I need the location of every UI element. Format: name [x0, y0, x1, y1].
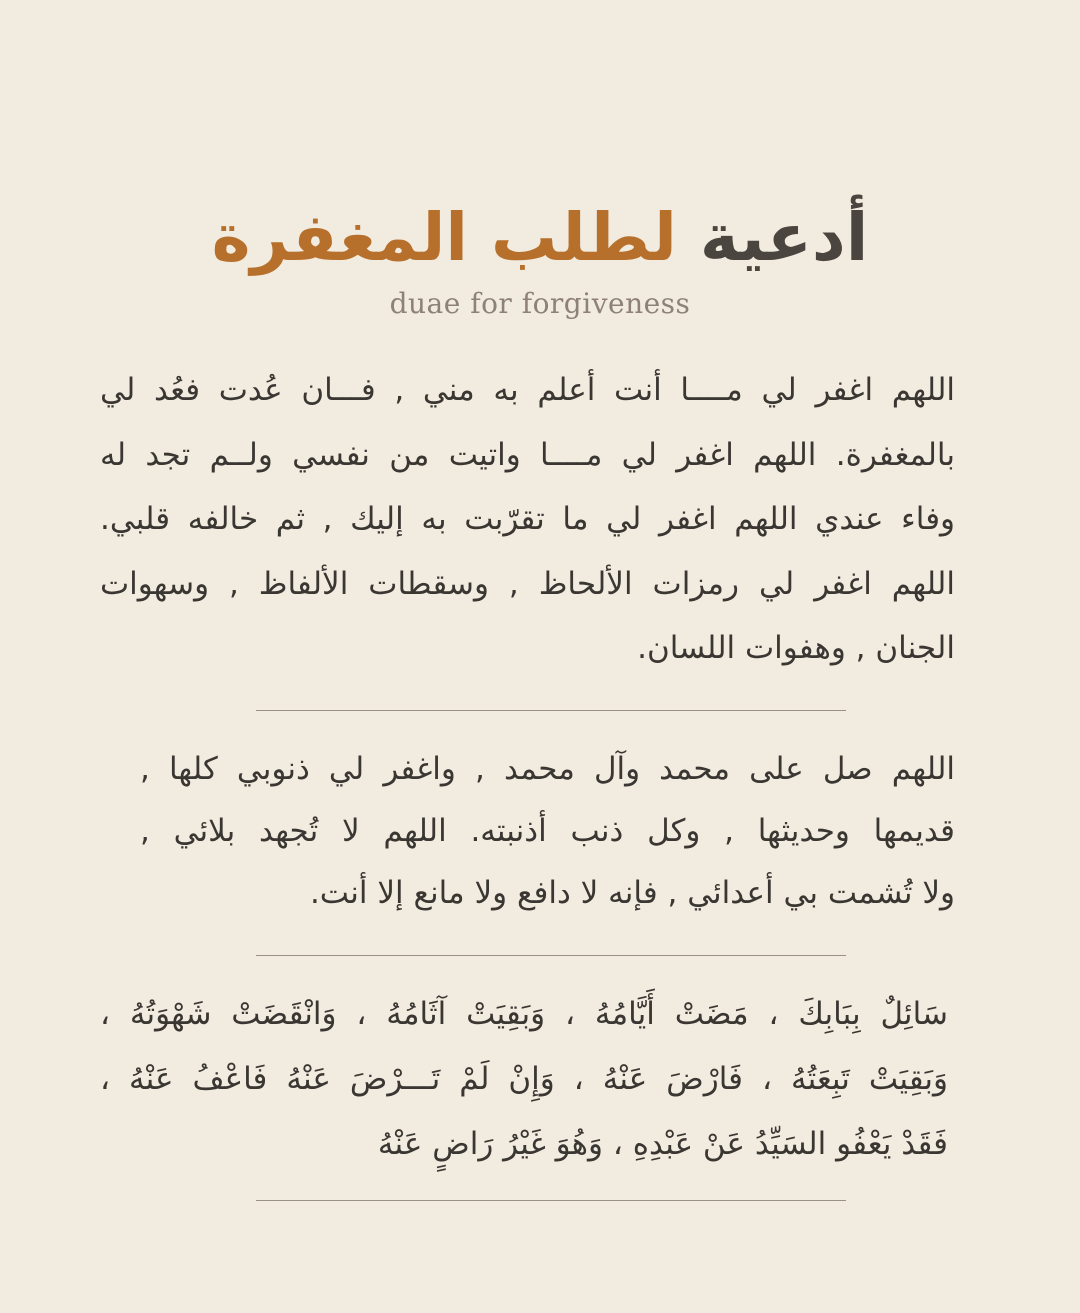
dua-line: اللهم اغفر لي مــــا أنت أعلم به مني , فـــان عُدت فعُد لي	[100, 372, 955, 408]
dua-line: الجنان , وهفوات اللسان.	[637, 630, 955, 666]
section-divider	[256, 955, 846, 956]
dua-line: سَائِلٌ بِبَابِكَ ، مَضَتْ أَيَّامُهُ ، وَبَقِيَتْ آثَامُهُ ، وَانْقَضَتْ شَهْوَتُهُ ،	[100, 996, 948, 1032]
dua-paragraph-1	[100, 358, 955, 681]
title-word-2: لطلب المغفرة	[211, 199, 677, 276]
dua-paragraph-2	[140, 738, 955, 924]
section-divider	[256, 1200, 846, 1201]
page-title	[0, 190, 1080, 286]
dua-line: فَقَدْ يَعْفُو السَيِّدُ عَنْ عَبْدِهِ ، وَهُوَ غَيْرُ رَاضٍ عَنْهُ	[377, 1126, 948, 1162]
title-block	[0, 190, 1080, 322]
dua-paragraph-3	[100, 982, 948, 1177]
dua-line: قديمها وحديثها , وكل ذنب أذنبته. اللهم لا تُجهد بلائي ,	[140, 813, 955, 849]
dua-line: وَبَقِيَتْ تَبِعَتُهُ ، فَارْضَ عَنْهُ ، وَإِنْ لَمْ تَـــرْضَ عَنْهُ فَاعْفُ عَنْهُ ،	[100, 1061, 948, 1097]
dua-line: اللهم صل على محمد وآل محمد , واغفر لي ذنوبي كلها ,	[140, 751, 955, 787]
dua-line: اللهم اغفر لي رمزات الألحاظ , وسقطات الألفاظ , وسهوات	[100, 565, 955, 602]
dua-line: بالمغفرة. اللهم اغفر لي مــــا واتيت من نفسي ولــم تجد له	[100, 436, 955, 473]
page-subtitle: duae for forgiveness	[389, 287, 691, 320]
dua-line: ولا تُشمت بي أعدائي , فإنه لا دافع ولا مانع إلا أنت.	[309, 875, 955, 911]
section-divider	[256, 710, 846, 711]
title-word-1: أدعية	[699, 199, 869, 276]
dua-line: وفاء عندي اللهم اغفر لي ما تقرّبت به إليك , ثم خالفه قلبي.	[100, 501, 955, 537]
